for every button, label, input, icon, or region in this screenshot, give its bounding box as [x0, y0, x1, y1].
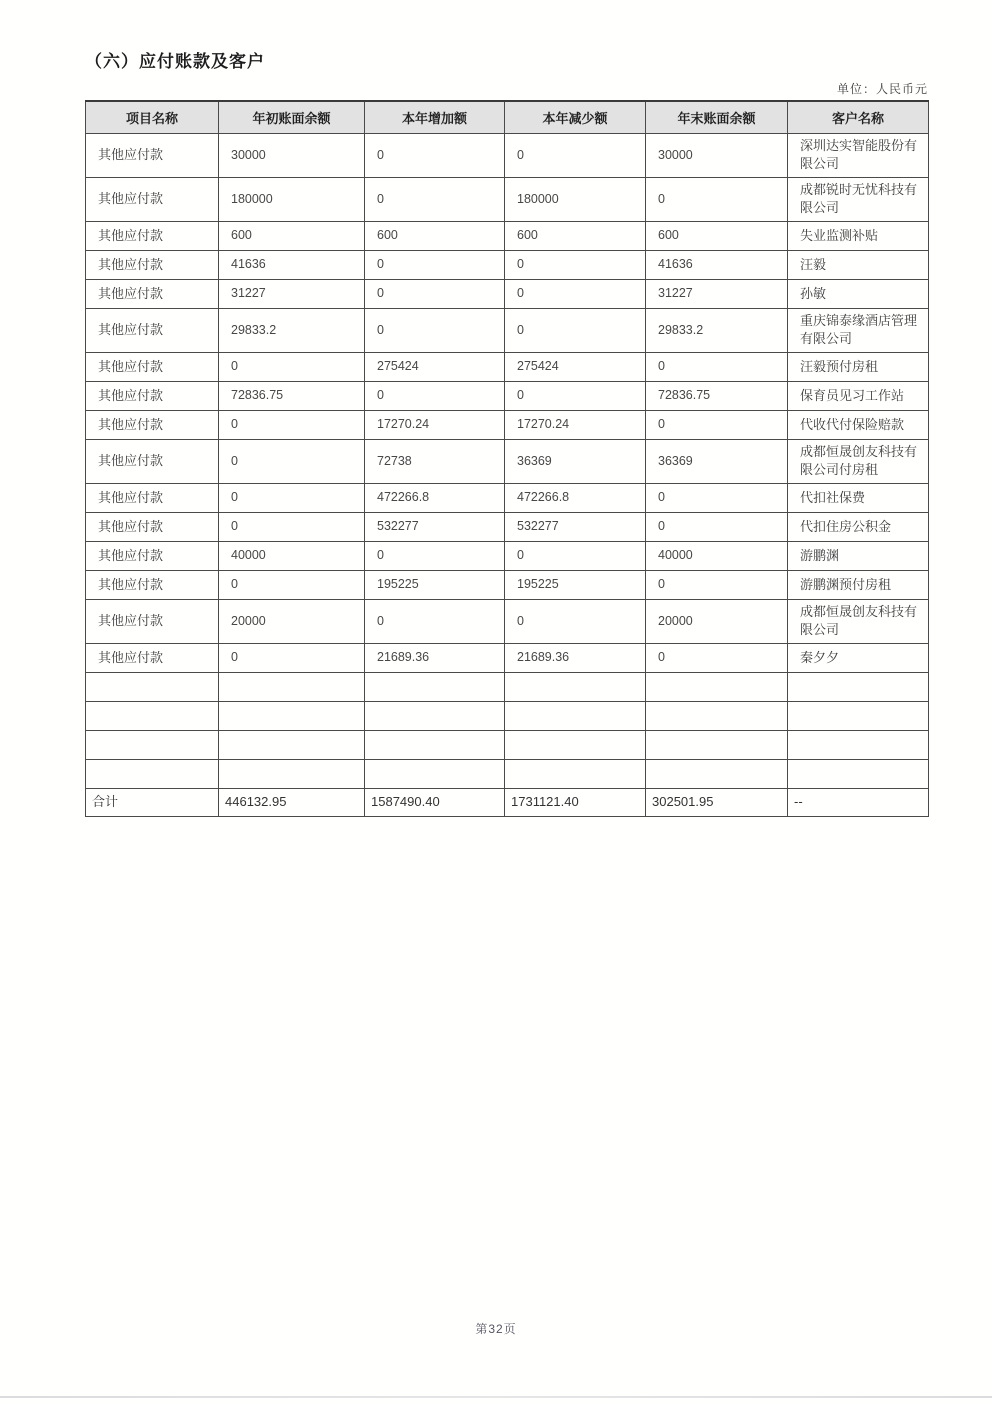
cell-item — [86, 672, 219, 701]
cell-end: 41636 — [646, 250, 788, 279]
column-header: 本年减少额 — [505, 101, 646, 133]
cell-customer: 深圳达实智能股份有限公司 — [788, 133, 929, 177]
cell-decrease: 600 — [505, 221, 646, 250]
cell-end — [646, 672, 788, 701]
currency-unit-label: 单位：人民币元 — [836, 82, 928, 96]
cell-decrease — [505, 701, 646, 730]
cell-decrease: 36369 — [505, 439, 646, 483]
cell-customer: 代扣住房公积金 — [788, 512, 929, 541]
cell-begin — [219, 701, 365, 730]
table-row — [86, 439, 929, 483]
cell-item: 其他应付款 — [86, 352, 219, 381]
table-row — [86, 483, 929, 512]
cell-increase: 21689.36 — [365, 643, 505, 672]
section-title: （六）应付账款及客户 — [85, 52, 265, 71]
cell-item: 其他应付款 — [86, 279, 219, 308]
cell-end: 31227 — [646, 279, 788, 308]
empty-row — [86, 672, 929, 701]
cell-increase: 532277 — [365, 512, 505, 541]
cell-customer: 成都恒晟创友科技有限公司付房租 — [788, 439, 929, 483]
cell-increase: 72738 — [365, 439, 505, 483]
cell-end: 0 — [646, 410, 788, 439]
cell-end: 0 — [646, 352, 788, 381]
empty-row — [86, 730, 929, 759]
cell-increase: 0 — [365, 308, 505, 352]
cell-item — [86, 759, 219, 788]
cell-item: 合计 — [86, 788, 219, 816]
cell-end: 0 — [646, 177, 788, 221]
cell-increase: 472266.8 — [365, 483, 505, 512]
cell-begin: 0 — [219, 352, 365, 381]
cell-end: 0 — [646, 483, 788, 512]
cell-end — [646, 701, 788, 730]
cell-increase — [365, 701, 505, 730]
cell-customer — [788, 759, 929, 788]
cell-end: 30000 — [646, 133, 788, 177]
cell-decrease: 0 — [505, 250, 646, 279]
cell-increase: 0 — [365, 599, 505, 643]
cell-increase: 275424 — [365, 352, 505, 381]
cell-decrease: 0 — [505, 599, 646, 643]
table-row — [86, 308, 929, 352]
cell-customer: 代收代付保险赔款 — [788, 410, 929, 439]
cell-increase: 1587490.40 — [365, 788, 505, 816]
cell-begin — [219, 672, 365, 701]
table-row — [86, 410, 929, 439]
cell-increase: 0 — [365, 250, 505, 279]
cell-begin: 31227 — [219, 279, 365, 308]
cell-increase: 195225 — [365, 570, 505, 599]
cell-item: 其他应付款 — [86, 483, 219, 512]
cell-customer: 代扣社保费 — [788, 483, 929, 512]
cell-increase: 0 — [365, 177, 505, 221]
cell-item: 其他应付款 — [86, 133, 219, 177]
cell-begin: 180000 — [219, 177, 365, 221]
cell-begin — [219, 759, 365, 788]
table-row — [86, 352, 929, 381]
page-number: 第32页 — [475, 1322, 517, 1336]
cell-customer: 秦夕夕 — [788, 643, 929, 672]
cell-begin: 29833.2 — [219, 308, 365, 352]
table-row — [86, 541, 929, 570]
cell-decrease: 0 — [505, 279, 646, 308]
cell-end: 302501.95 — [646, 788, 788, 816]
cell-increase: 0 — [365, 381, 505, 410]
cell-decrease: 180000 — [505, 177, 646, 221]
cell-customer: 重庆锦泰缘酒店管理有限公司 — [788, 308, 929, 352]
cell-customer: 成都恒晟创友科技有限公司 — [788, 599, 929, 643]
cell-begin: 0 — [219, 439, 365, 483]
cell-begin: 600 — [219, 221, 365, 250]
cell-item: 其他应付款 — [86, 308, 219, 352]
cell-item — [86, 701, 219, 730]
table-row — [86, 381, 929, 410]
cell-end — [646, 730, 788, 759]
cell-item: 其他应付款 — [86, 541, 219, 570]
cell-item: 其他应付款 — [86, 599, 219, 643]
column-header: 本年增加额 — [365, 101, 505, 133]
cell-increase: 0 — [365, 279, 505, 308]
cell-decrease: 472266.8 — [505, 483, 646, 512]
table-row — [86, 133, 929, 177]
cell-increase — [365, 672, 505, 701]
cell-customer: 汪毅 — [788, 250, 929, 279]
table-body — [86, 133, 929, 816]
table-row — [86, 570, 929, 599]
cell-increase — [365, 730, 505, 759]
cell-item: 其他应付款 — [86, 512, 219, 541]
cell-end: 0 — [646, 643, 788, 672]
cell-begin: 446132.95 — [219, 788, 365, 816]
cell-increase — [365, 759, 505, 788]
cell-decrease: 195225 — [505, 570, 646, 599]
cell-decrease: 0 — [505, 381, 646, 410]
cell-begin: 0 — [219, 512, 365, 541]
table-row — [86, 599, 929, 643]
cell-decrease — [505, 672, 646, 701]
cell-customer: -- — [788, 788, 929, 816]
cell-decrease: 532277 — [505, 512, 646, 541]
cell-decrease — [505, 759, 646, 788]
cell-customer: 汪毅预付房租 — [788, 352, 929, 381]
cell-decrease: 275424 — [505, 352, 646, 381]
cell-end: 40000 — [646, 541, 788, 570]
column-header: 项目名称 — [86, 101, 219, 133]
cell-customer: 游鹏渊 — [788, 541, 929, 570]
cell-end: 0 — [646, 570, 788, 599]
table-row — [86, 221, 929, 250]
table-row — [86, 279, 929, 308]
cell-customer — [788, 701, 929, 730]
cell-increase: 600 — [365, 221, 505, 250]
payables-table — [85, 100, 929, 817]
cell-increase: 17270.24 — [365, 410, 505, 439]
cell-end: 20000 — [646, 599, 788, 643]
cell-begin: 0 — [219, 570, 365, 599]
cell-customer: 成都锐时无忧科技有限公司 — [788, 177, 929, 221]
cell-decrease: 0 — [505, 133, 646, 177]
column-header: 客户名称 — [788, 101, 929, 133]
table-row — [86, 250, 929, 279]
cell-begin: 41636 — [219, 250, 365, 279]
cell-begin: 0 — [219, 410, 365, 439]
cell-begin: 40000 — [219, 541, 365, 570]
cell-item: 其他应付款 — [86, 250, 219, 279]
cell-begin: 0 — [219, 483, 365, 512]
cell-customer: 游鹏渊预付房租 — [788, 570, 929, 599]
scan-edge-line — [0, 1396, 992, 1398]
table-row — [86, 177, 929, 221]
cell-item: 其他应付款 — [86, 381, 219, 410]
cell-item: 其他应付款 — [86, 221, 219, 250]
cell-end: 36369 — [646, 439, 788, 483]
cell-begin — [219, 730, 365, 759]
cell-item: 其他应付款 — [86, 439, 219, 483]
cell-decrease: 1731121.40 — [505, 788, 646, 816]
column-header: 年末账面余额 — [646, 101, 788, 133]
cell-end: 72836.75 — [646, 381, 788, 410]
cell-decrease: 21689.36 — [505, 643, 646, 672]
table-header-row — [86, 101, 929, 133]
cell-begin: 20000 — [219, 599, 365, 643]
cell-item: 其他应付款 — [86, 643, 219, 672]
empty-row — [86, 759, 929, 788]
cell-decrease: 0 — [505, 541, 646, 570]
cell-end: 600 — [646, 221, 788, 250]
cell-end: 29833.2 — [646, 308, 788, 352]
cell-item: 其他应付款 — [86, 570, 219, 599]
cell-end — [646, 759, 788, 788]
cell-begin: 72836.75 — [219, 381, 365, 410]
cell-customer: 保育员见习工作站 — [788, 381, 929, 410]
cell-customer: 孙敏 — [788, 279, 929, 308]
table-row — [86, 512, 929, 541]
total-row — [86, 788, 929, 816]
cell-decrease: 17270.24 — [505, 410, 646, 439]
cell-customer — [788, 672, 929, 701]
cell-item — [86, 730, 219, 759]
cell-item: 其他应付款 — [86, 410, 219, 439]
cell-decrease — [505, 730, 646, 759]
table-row — [86, 643, 929, 672]
cell-begin: 0 — [219, 643, 365, 672]
empty-row — [86, 701, 929, 730]
cell-begin: 30000 — [219, 133, 365, 177]
cell-item: 其他应付款 — [86, 177, 219, 221]
cell-customer — [788, 730, 929, 759]
column-header: 年初账面余额 — [219, 101, 365, 133]
cell-customer: 失业监测补贴 — [788, 221, 929, 250]
cell-increase: 0 — [365, 541, 505, 570]
cell-decrease: 0 — [505, 308, 646, 352]
cell-increase: 0 — [365, 133, 505, 177]
cell-end: 0 — [646, 512, 788, 541]
